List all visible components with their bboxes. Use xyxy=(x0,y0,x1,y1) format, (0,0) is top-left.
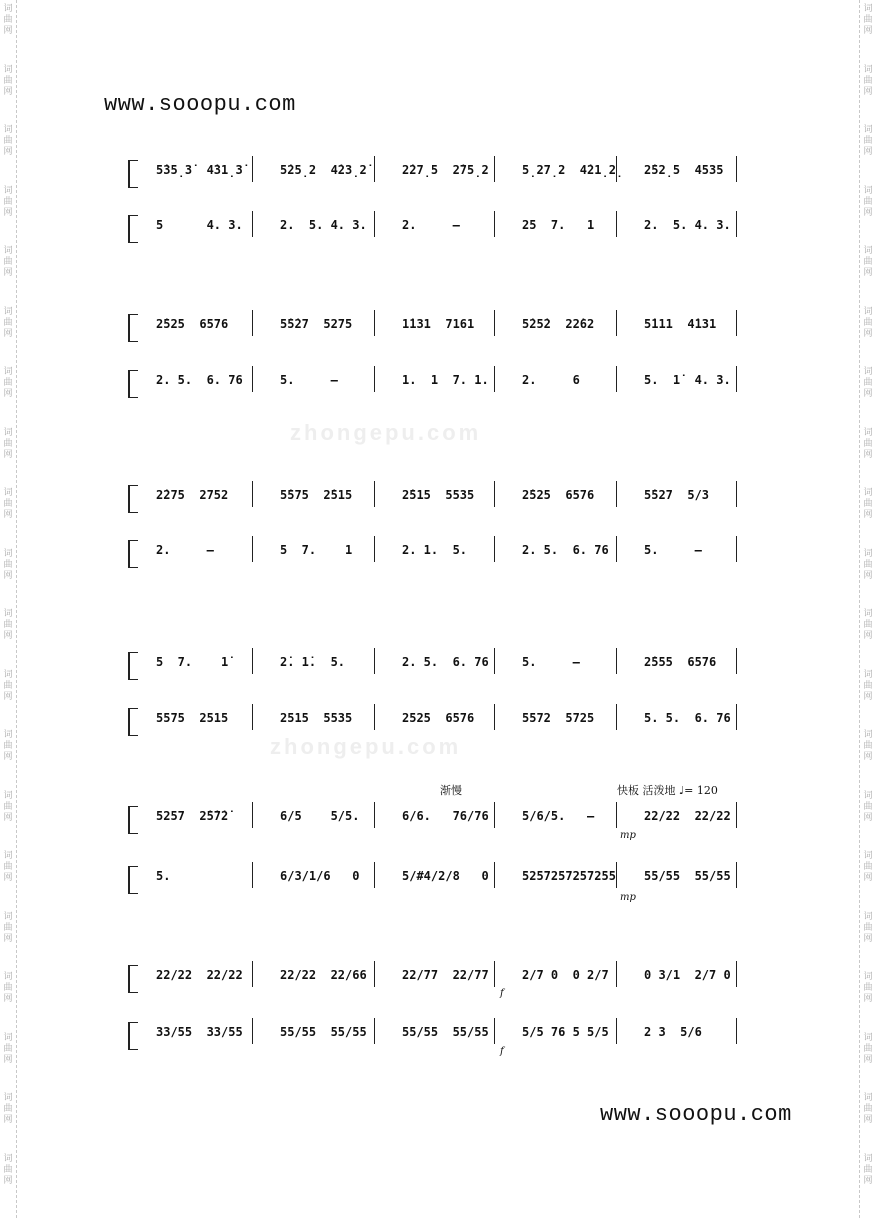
watermark-text: zhongepu.com xyxy=(270,734,462,759)
margin-mark: 词曲网 xyxy=(3,1032,13,1065)
staff-row-upper xyxy=(128,806,744,836)
measure: 0 3/1 2/7 0 xyxy=(644,968,731,982)
measure: 5̇25̇2 22̇62 xyxy=(522,317,595,331)
bar-line xyxy=(374,310,375,336)
margin-mark: 词曲网 xyxy=(863,911,873,944)
bar-line xyxy=(494,156,495,182)
measure: 5. — xyxy=(522,655,580,669)
bar-line xyxy=(374,536,375,562)
measure: 6/6. 76/76 xyxy=(402,809,489,823)
margin-mark: 词曲网 xyxy=(3,306,13,339)
measure: 2̇525 6576 xyxy=(522,488,595,502)
measure: 25 7. 1 xyxy=(522,218,595,232)
bar-line xyxy=(252,704,253,730)
bar-line xyxy=(494,862,495,888)
bar-line xyxy=(252,310,253,336)
measure: 2̇555 6576 xyxy=(644,655,717,669)
bar-line xyxy=(374,961,375,987)
measure: 5̣27̣2 4̇21̣2̣ xyxy=(522,163,624,177)
margin-mark: 词曲网 xyxy=(3,911,13,944)
bar-line xyxy=(494,961,495,987)
bar-line xyxy=(736,536,737,562)
measure: 5257 2̇5̇7̇2̇ xyxy=(156,809,229,823)
measure: 5. 1̇ 4. 3. xyxy=(644,373,731,387)
margin-mark: 词曲网 xyxy=(3,427,13,460)
margin-mark: 词曲网 xyxy=(863,64,873,97)
bar-line xyxy=(616,704,617,730)
margin-mark: 词曲网 xyxy=(863,306,873,339)
system-bracket xyxy=(128,652,138,680)
measure: 2̇515 5535 xyxy=(402,488,475,502)
system-bracket xyxy=(128,866,138,894)
bar-line xyxy=(736,961,737,987)
measure: 6/5 5/5. xyxy=(280,809,360,823)
measure: 2515 5535 xyxy=(280,711,353,725)
system-bracket xyxy=(128,1022,138,1050)
bar-line xyxy=(736,310,737,336)
margin-mark: 词曲网 xyxy=(863,1032,873,1065)
bar-line xyxy=(494,211,495,237)
measure: 55/55 55/55 xyxy=(644,869,731,883)
bar-line xyxy=(374,481,375,507)
margin-mark: 词曲网 xyxy=(3,125,13,157)
margin-mark: 词曲网 xyxy=(3,790,13,823)
system-bracket xyxy=(128,215,138,243)
bar-line xyxy=(736,862,737,888)
margin-mark: 词曲网 xyxy=(3,851,13,883)
bar-line xyxy=(374,156,375,182)
margin-mark: 词曲网 xyxy=(863,730,873,762)
measure: 2. 1. 5. xyxy=(402,543,468,557)
measure: 2̇27̣5 2̇75̣2 xyxy=(402,163,489,177)
margin-mark: 词曲网 xyxy=(863,185,873,218)
dynamic-f-upper: f xyxy=(500,988,504,999)
margin-mark: 词曲网 xyxy=(863,851,873,883)
margin-mark: 词曲网 xyxy=(863,972,873,1004)
measure: 5 7. 1 xyxy=(280,543,353,557)
bar-line xyxy=(252,536,253,562)
measure: 5 7. 1̇ xyxy=(156,655,229,669)
margin-mark: 词曲网 xyxy=(3,488,13,520)
margin-mark: 词曲网 xyxy=(3,367,13,399)
measure: 1̇131 7161 xyxy=(402,317,475,331)
margin-mark: 词曲网 xyxy=(3,730,13,762)
system-bracket xyxy=(128,485,138,513)
measure: 1. 1 7. 1. xyxy=(402,373,489,387)
staff-row-lower xyxy=(128,215,744,245)
measure: 22/22 22/66 xyxy=(280,968,367,982)
bar-line xyxy=(374,211,375,237)
bar-line xyxy=(616,481,617,507)
bar-line xyxy=(616,802,617,828)
measure: 5. — xyxy=(280,373,338,387)
system-bracket xyxy=(128,708,138,736)
system-bracket xyxy=(128,806,138,834)
measure: 2/7 0 0 2/7 xyxy=(522,968,609,982)
system-bracket xyxy=(128,540,138,568)
margin-mark: 词曲网 xyxy=(863,488,873,520)
bar-line xyxy=(494,648,495,674)
bar-line xyxy=(616,310,617,336)
bar-line xyxy=(252,1018,253,1044)
bar-line xyxy=(616,211,617,237)
measure: 5̇5̇27 5275 xyxy=(280,317,353,331)
right-margin-strip xyxy=(859,0,876,1218)
measure: 5. — xyxy=(644,543,702,557)
staff-row-lower xyxy=(128,1022,744,1052)
measure: 55/55 55/55 xyxy=(402,1025,489,1039)
bar-line xyxy=(616,862,617,888)
bar-line xyxy=(374,802,375,828)
staff-row-upper xyxy=(128,652,744,682)
measure: 5/5 76 5 5/5 xyxy=(522,1025,609,1039)
dynamic-mp-upper: mp xyxy=(620,830,636,841)
bar-line xyxy=(252,862,253,888)
bar-line xyxy=(252,366,253,392)
staff-row-lower xyxy=(128,370,744,400)
bar-line xyxy=(736,1018,737,1044)
margin-mark: 词曲网 xyxy=(863,790,873,823)
margin-mark: 词曲网 xyxy=(3,246,13,278)
bar-line xyxy=(736,156,737,182)
header-site-url: www.sooopu.com xyxy=(104,92,296,117)
margin-mark: 词曲网 xyxy=(3,1093,13,1125)
margin-mark: 词曲网 xyxy=(3,4,13,36)
margin-mark: 词曲网 xyxy=(863,4,873,36)
bar-line xyxy=(252,211,253,237)
bar-line xyxy=(374,704,375,730)
measure: 5572 5725 xyxy=(522,711,595,725)
system-bracket xyxy=(128,160,138,188)
measure: 2̇525 6576 xyxy=(156,317,229,331)
measure: 2. — xyxy=(156,543,214,557)
bar-line xyxy=(252,802,253,828)
margin-mark: 词曲网 xyxy=(863,125,873,157)
measure: 5̇25̣2 4̇23̣2̇ xyxy=(280,163,367,177)
margin-mark: 词曲网 xyxy=(3,548,13,581)
measure: 5̇35̣3̇ 4̇31̣3̇ xyxy=(156,163,243,177)
measure: 2̇275 2752 xyxy=(156,488,229,502)
measure: 5 4. 3. xyxy=(156,218,243,232)
bar-line xyxy=(494,802,495,828)
measure: 5/6/5. — xyxy=(522,809,595,823)
measure: 22/77 22/77 xyxy=(402,968,489,982)
tempo-marking-fast: 快板 活泼地 ♩= 120 xyxy=(617,784,718,797)
bar-line xyxy=(252,481,253,507)
staff-row-upper xyxy=(128,314,744,344)
measure: 2. 5. 4. 3. xyxy=(644,218,731,232)
bar-line xyxy=(494,536,495,562)
bar-line xyxy=(616,648,617,674)
measure: 5̇527 5/3 xyxy=(644,488,710,502)
margin-mark: 词曲网 xyxy=(3,1153,13,1186)
watermark-text: zhongepu.com xyxy=(290,420,482,445)
margin-mark: 词曲网 xyxy=(3,669,13,702)
bar-line xyxy=(374,366,375,392)
bar-line xyxy=(374,648,375,674)
measure: 5. xyxy=(156,869,171,883)
measure: 55/55 55/55 xyxy=(280,1025,367,1039)
staff-row-upper xyxy=(128,485,744,515)
system-bracket xyxy=(128,965,138,993)
tempo-marking-slow: 渐慢 xyxy=(440,784,462,797)
measure: 6/3/1/6 0 xyxy=(280,869,360,883)
measure: 2. 5. 6. 76 xyxy=(522,543,609,557)
staff-row-lower xyxy=(128,866,744,896)
measure: 2. 5. 6. 76 xyxy=(402,655,489,669)
measure: 2525 6576 xyxy=(402,711,475,725)
margin-mark: 词曲网 xyxy=(863,367,873,399)
staff-row-lower xyxy=(128,540,744,570)
bar-line xyxy=(616,536,617,562)
measure: 5257257257255 xyxy=(522,869,616,883)
bar-line xyxy=(252,156,253,182)
bar-line xyxy=(736,366,737,392)
margin-mark: 词曲网 xyxy=(3,185,13,218)
measure: 2. 5. 4. 3. xyxy=(280,218,367,232)
staff-row-lower xyxy=(128,708,744,738)
margin-mark: 词曲网 xyxy=(3,64,13,97)
left-margin-strip xyxy=(0,0,17,1218)
measure: 2. — xyxy=(402,218,460,232)
measure: 22/22 22/22 xyxy=(156,968,243,982)
measure: 5̇111 4̇131 xyxy=(644,317,717,331)
measure: 5. 5. 6. 76 xyxy=(644,711,731,725)
measure: 5575 2515 xyxy=(156,711,229,725)
bar-line xyxy=(616,1018,617,1044)
margin-mark: 词曲网 xyxy=(863,246,873,278)
measure: 33/55 33/55 xyxy=(156,1025,243,1039)
footer-site-url: www.sooopu.com xyxy=(600,1102,792,1127)
measure: 2. 5. 6. 76 xyxy=(156,373,243,387)
margin-mark: 词曲网 xyxy=(863,548,873,581)
bar-line xyxy=(494,481,495,507)
bar-line xyxy=(736,481,737,507)
system-bracket xyxy=(128,314,138,342)
measure: 2̇52̣5 4535 xyxy=(644,163,724,177)
measure: 5/#4/2/8 0 xyxy=(402,869,489,883)
margin-mark: 词曲网 xyxy=(3,972,13,1004)
system-bracket xyxy=(128,370,138,398)
measure: 22/22 22/22 xyxy=(644,809,731,823)
bar-line xyxy=(374,862,375,888)
bar-line xyxy=(616,961,617,987)
bar-line xyxy=(616,366,617,392)
bar-line xyxy=(494,310,495,336)
measure: 2̇. 1̇. 5. xyxy=(280,655,346,669)
staff-row-upper xyxy=(128,965,744,995)
bar-line xyxy=(736,211,737,237)
margin-mark: 词曲网 xyxy=(3,609,13,641)
margin-mark: 词曲网 xyxy=(863,669,873,702)
staff-row-upper xyxy=(128,160,744,190)
bar-line xyxy=(736,802,737,828)
bar-line xyxy=(494,1018,495,1044)
bar-line xyxy=(736,648,737,674)
margin-mark: 词曲网 xyxy=(863,1153,873,1186)
bar-line xyxy=(494,366,495,392)
dynamic-mp-lower: mp xyxy=(620,892,636,903)
bar-line xyxy=(252,961,253,987)
bar-line xyxy=(736,704,737,730)
margin-mark: 词曲网 xyxy=(863,609,873,641)
bar-line xyxy=(252,648,253,674)
dynamic-f-lower: f xyxy=(500,1046,504,1057)
bar-line xyxy=(494,704,495,730)
measure: 5̇575 2̇515 xyxy=(280,488,353,502)
measure: 2 3 5/6 xyxy=(644,1025,702,1039)
margin-mark: 词曲网 xyxy=(863,1093,873,1125)
margin-mark: 词曲网 xyxy=(863,427,873,460)
bar-line xyxy=(374,1018,375,1044)
measure: 2. 6 xyxy=(522,373,580,387)
